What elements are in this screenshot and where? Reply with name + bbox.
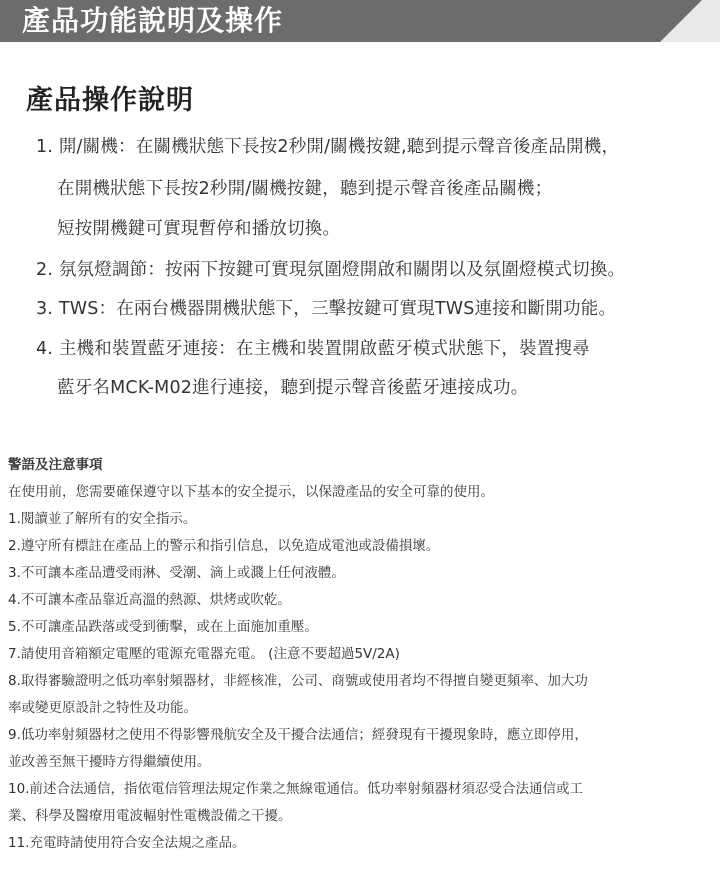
warning-line: 8.取得審驗證明之低功率射頻器材，非經核准，公司、商號或使用者均不得擅自變更頻率、加大功	[8, 673, 588, 689]
warning-heading: 警語及注意事項	[8, 457, 103, 473]
operation-line: 在開機狀態下長按2秒開/關機按鍵，聽到提示聲音後產品關機；	[57, 179, 553, 199]
operation-line: 藍牙名MCK-M02進行連接，聽到提示聲音後藍牙連接成功。	[57, 378, 529, 398]
banner-title: 產品功能說明及操作	[22, 4, 284, 37]
warning-line: 率或變更原設計之特性及功能。	[8, 700, 197, 716]
warning-line: 10.前述合法通信，指依電信管理法規定作業之無線電通信。低功率射頻器材須忍受合法通信或工	[8, 781, 583, 797]
warning-line: 11.充電時請使用符合安全法規之產品。	[8, 835, 246, 851]
warning-line: 1.閱讀並了解所有的安全指示。	[8, 511, 197, 527]
warning-line: 3.不可讓本產品遭受雨淋、受潮、滴上或濺上任何液體。	[8, 565, 345, 581]
section-title: 產品操作說明	[26, 85, 194, 116]
header-banner	[0, 0, 720, 42]
warning-line: 7.請使用音箱額定電壓的電源充電器充電。 (注意不要超過5V/2A)	[8, 646, 400, 662]
warning-line: 並改善至無干擾時方得繼續使用。	[8, 754, 211, 770]
warning-line: 4.不可讓本產品靠近高溫的熱源、烘烤或吹乾。	[8, 592, 291, 608]
warning-line: 2.遵守所有標註在產品上的警示和指引信息，以免造成電池或設備損壞。	[8, 538, 440, 554]
operation-line: 4. 主機和裝置藍牙連接：在主機和裝置開啟藍牙模式狀態下，裝置搜尋	[36, 339, 590, 359]
warning-line: 5.不可讓產品跌落或受到衝擊，或在上面施加重壓。	[8, 619, 318, 635]
operation-line: 2. 氛氛燈調節：按兩下按鍵可實現氛圍燈開啟和關閉以及氛圍燈模式切換。	[36, 260, 626, 280]
warning-line: 業、科學及醫療用電波輻射性電機設備之干擾。	[8, 808, 292, 824]
operation-line: 短按開機鍵可實現暫停和播放切換。	[57, 219, 341, 239]
operation-line: 3. TWS：在兩台機器開機狀態下，三擊按鍵可實現TWS連接和斷開功能。	[36, 299, 617, 319]
warning-line: 在使用前，您需要確保遵守以下基本的安全提示，以保證產品的安全可靠的使用。	[8, 484, 494, 500]
warning-line: 9.低功率射頻器材之使用不得影響飛航安全及干擾合法通信；經發現有干擾現象時，應立即停用，	[8, 727, 588, 743]
operation-line: 1. 開/關機：在關機狀態下長按2秒開/關機按鍵,聽到提示聲音後產品開機，	[36, 137, 620, 157]
title-tab	[0, 0, 660, 42]
warning-section	[8, 455, 713, 860]
